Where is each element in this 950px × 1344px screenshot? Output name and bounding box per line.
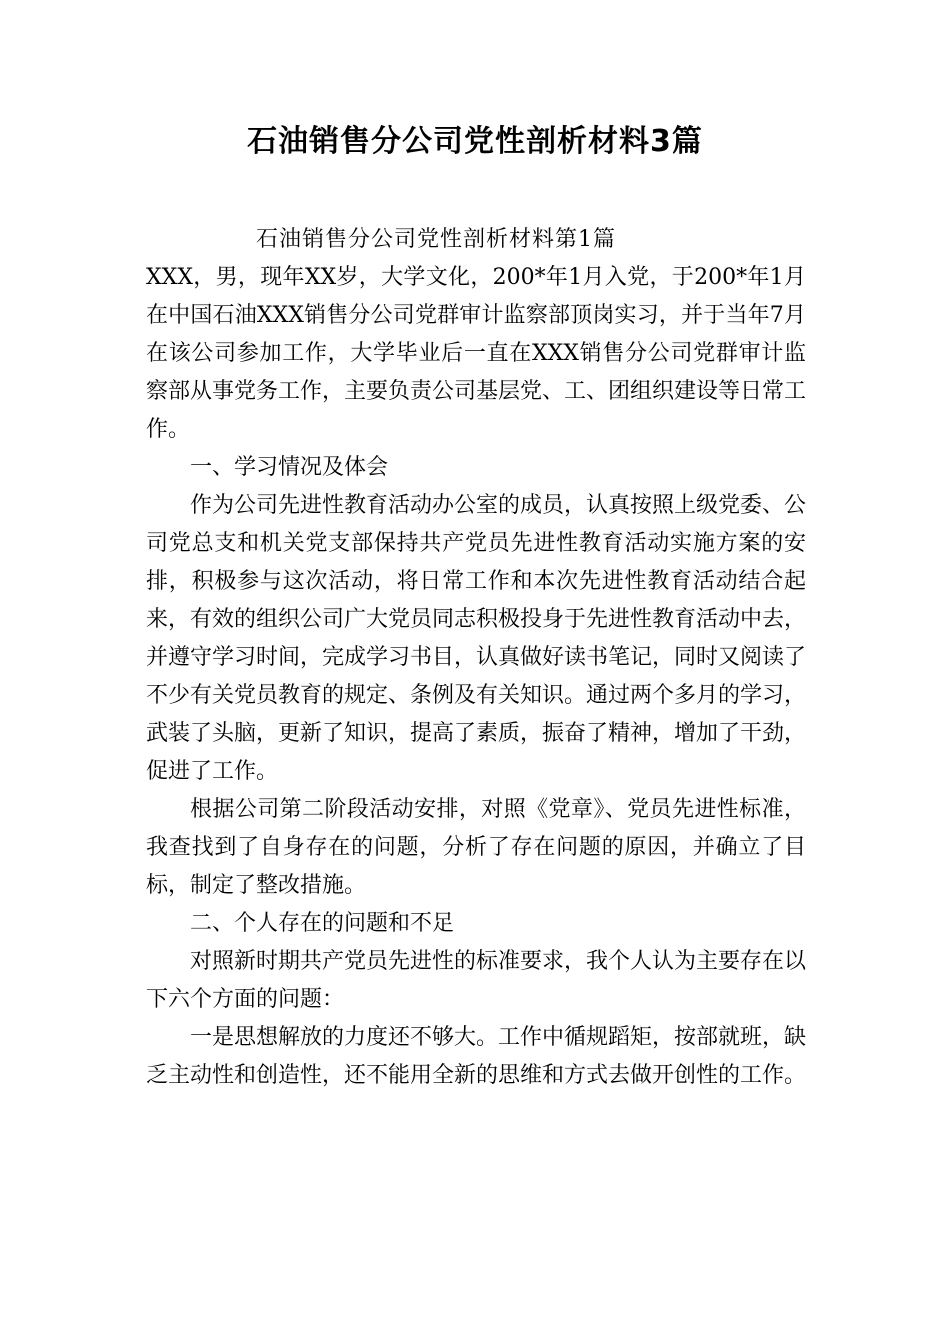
heading-study: 一、学习情况及体会	[190, 455, 389, 480]
paragraph-problem-one: 一是思想解放的力度还不够大。工作中循规蹈矩，按部就班，缺乏主动性和创造性，还不能用全新的思维和方式去做开创性的工作。	[146, 1025, 807, 1088]
paragraph-intro: XXX，男，现年XX岁，大学文化，200*年1月入党，于200*年1月在中国石油XXX销售分公司党群审计监察部顶岗实习，并于当年7月在该公司参加工作，大学毕业后一直在XXX销售分公司党群审计监察部从事党务工作，主要负责公司基层党、工、团组织建设等日常工作。	[146, 265, 807, 442]
document-body	[146, 221, 806, 1095]
heading-problems: 二、个人存在的问题和不足	[190, 911, 455, 936]
paragraph-study: 作为公司先进性教育活动办公室的成员，认真按照上级党委、公司党总支和机关党支部保持共产党员先进性教育活动实施方案的安排，积极参与这次活动，将日常工作和本次先进性教育活动结合起来，有效的组织公司广大党员同志积极投身于先进性教育活动中去，并遵守学习时间，完成学习书目，认真做好读书笔记，同时又阅读了不少有关党员教育的规定、条例及有关知识。通过两个多月的学习，武装了头脑，更新了知识，提高了素质，振奋了精神，增加了干劲，促进了工作。	[146, 493, 807, 784]
paragraph-problems-intro: 对照新时期共产党员先进性的标准要求，我个人认为主要存在以下六个方面的问题：	[146, 949, 807, 1012]
section-title: 石油销售分公司党性剖析材料第1篇	[256, 227, 616, 252]
document-title: 石油销售分公司党性剖析材料3篇	[247, 124, 703, 159]
paragraph-stage-two: 根据公司第二阶段活动安排，对照《党章》、党员先进性标准，我查找到了自身存在的问题，分析了存在问题的原因，并确立了目标，制定了整改措施。	[146, 797, 806, 898]
